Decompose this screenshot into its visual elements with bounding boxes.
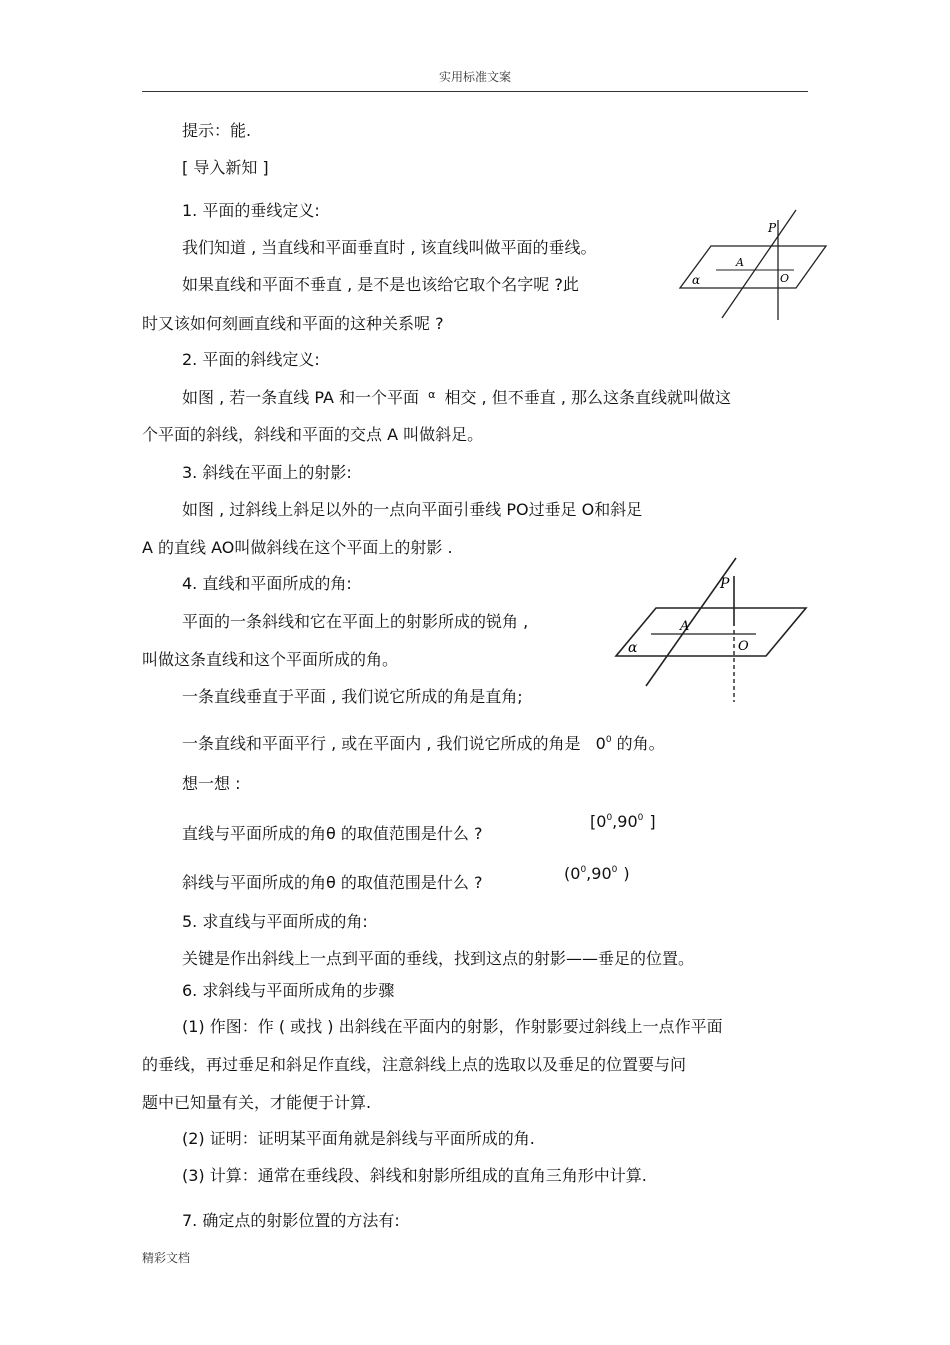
- range-end: ,90: [612, 812, 638, 831]
- bracket-open: [: [590, 812, 597, 831]
- section-6-title: 6. 求斜线与平面所成角的步骤: [182, 981, 395, 1000]
- oblique-line: [722, 210, 796, 318]
- degree-mark: 0: [611, 865, 618, 875]
- range-start: 0: [596, 812, 607, 831]
- range-start: 0: [570, 864, 581, 883]
- paren-open: (: [564, 864, 571, 883]
- section-3-text-a: 如图 , 过斜线上斜足以外的一点向平面引垂线 PO过垂足 O和斜足: [182, 500, 643, 519]
- think-label: 想一想 :: [182, 774, 241, 793]
- hint-line: 提示：能.: [182, 121, 252, 140]
- figure-oblique: [606, 556, 816, 706]
- text-part: 一条直线和平面平行 , 或在平面内 , 我们说它所成的角是: [182, 734, 581, 753]
- label-alpha: α: [692, 273, 701, 287]
- degree-mark: 0: [580, 865, 587, 875]
- section-6-step-2: (2) 证明：证明某平面角就是斜线与平面所成的角.: [182, 1129, 535, 1148]
- page-header: 实用标准文案: [438, 70, 511, 84]
- figure-perpendicular: [676, 208, 836, 323]
- bracket-close: ]: [649, 812, 656, 831]
- zero-value: 0: [595, 734, 606, 753]
- section-6-step-1-a: (1) 作图：作 ( 或找 ) 出斜线在平面内的射影，作射影要过斜线上一点作平面: [182, 1017, 723, 1036]
- range-end: ,90: [586, 864, 612, 883]
- header-rule: [142, 91, 808, 92]
- text-part: 的角。: [616, 734, 665, 753]
- degree-mark: 0: [605, 735, 612, 745]
- alpha-symbol: α: [428, 388, 436, 401]
- section-4-title: 4. 直线和平面所成的角:: [182, 574, 352, 593]
- section-3-text-b: A 的直线 AO叫做斜线在这个平面上的射影 .: [142, 538, 453, 557]
- section-1-text-a: 我们知道 , 当直线和平面垂直时 , 该直线叫做平面的垂线。: [182, 238, 597, 257]
- section-1-text-b: 如果直线和平面不垂直 , 是不是也该给它取个名字呢 ?此: [182, 275, 579, 294]
- section-4-text-b: 叫做这条直线和这个平面所成的角。: [142, 650, 399, 669]
- label-a: A: [680, 619, 690, 634]
- section-5-text: 关键是作出斜线上一点到平面的垂线，找到这点的射影——垂足的位置。: [182, 949, 695, 968]
- section-6-step-1-b: 的垂线，再过垂足和斜足作直线，注意斜线上点的选取以及垂足的位置要与问: [142, 1055, 687, 1074]
- section-1-title: 1. 平面的垂线定义:: [182, 201, 320, 220]
- question-1: 直线与平面所成的角θ 的取值范围是什么 ?: [182, 824, 483, 843]
- degree-mark: 0: [637, 813, 644, 823]
- question-2: 斜线与平面所成的角θ 的取值范围是什么 ?: [182, 873, 483, 892]
- paren-close: ): [623, 864, 630, 883]
- label-p: P: [720, 576, 730, 592]
- section-2-title: 2. 平面的斜线定义:: [182, 350, 320, 369]
- section-5-title: 5. 求直线与平面所成的角:: [182, 912, 368, 931]
- page-footer: 精彩文档: [142, 1251, 191, 1265]
- section-7-title: 7. 确定点的射影位置的方法有:: [182, 1211, 400, 1230]
- section-4-text-a: 平面的一条斜线和它在平面上的射影所成的锐角 ,: [182, 612, 529, 631]
- section-intro: [ 导入新知 ]: [182, 158, 269, 177]
- section-3-title: 3. 斜线在平面上的射影:: [182, 463, 352, 482]
- text-part: 相交 , 但不垂直 , 那么这条直线就叫做这: [444, 388, 731, 407]
- section-2-text-a: [182, 388, 731, 410]
- question-2-answer: [564, 864, 630, 887]
- section-2-text-b: 个平面的斜线，斜线和平面的交点 A 叫做斜足。: [142, 425, 484, 444]
- text-part: 如图 , 若一条直线 PA 和一个平面: [182, 388, 420, 407]
- label-o: O: [738, 639, 749, 654]
- question-1-answer: [590, 812, 656, 835]
- section-4-text-d: [182, 734, 665, 757]
- plane-shape: [616, 608, 806, 656]
- label-alpha: α: [628, 640, 638, 656]
- plane-shape: [680, 246, 826, 288]
- section-4-text-c: 一条直线垂直于平面 , 我们说它所成的角是直角;: [182, 687, 523, 706]
- label-a: A: [736, 256, 744, 269]
- section-6-step-3: (3) 计算：通常在垂线段、斜线和射影所组成的直角三角形中计算.: [182, 1166, 647, 1185]
- section-1-text-c: 时又该如何刻画直线和平面的这种关系呢 ?: [142, 314, 444, 333]
- label-p: P: [768, 221, 777, 235]
- label-o: O: [780, 272, 790, 285]
- degree-mark: 0: [606, 813, 613, 823]
- section-6-step-1-c: 题中已知量有关，才能便于计算.: [142, 1093, 372, 1112]
